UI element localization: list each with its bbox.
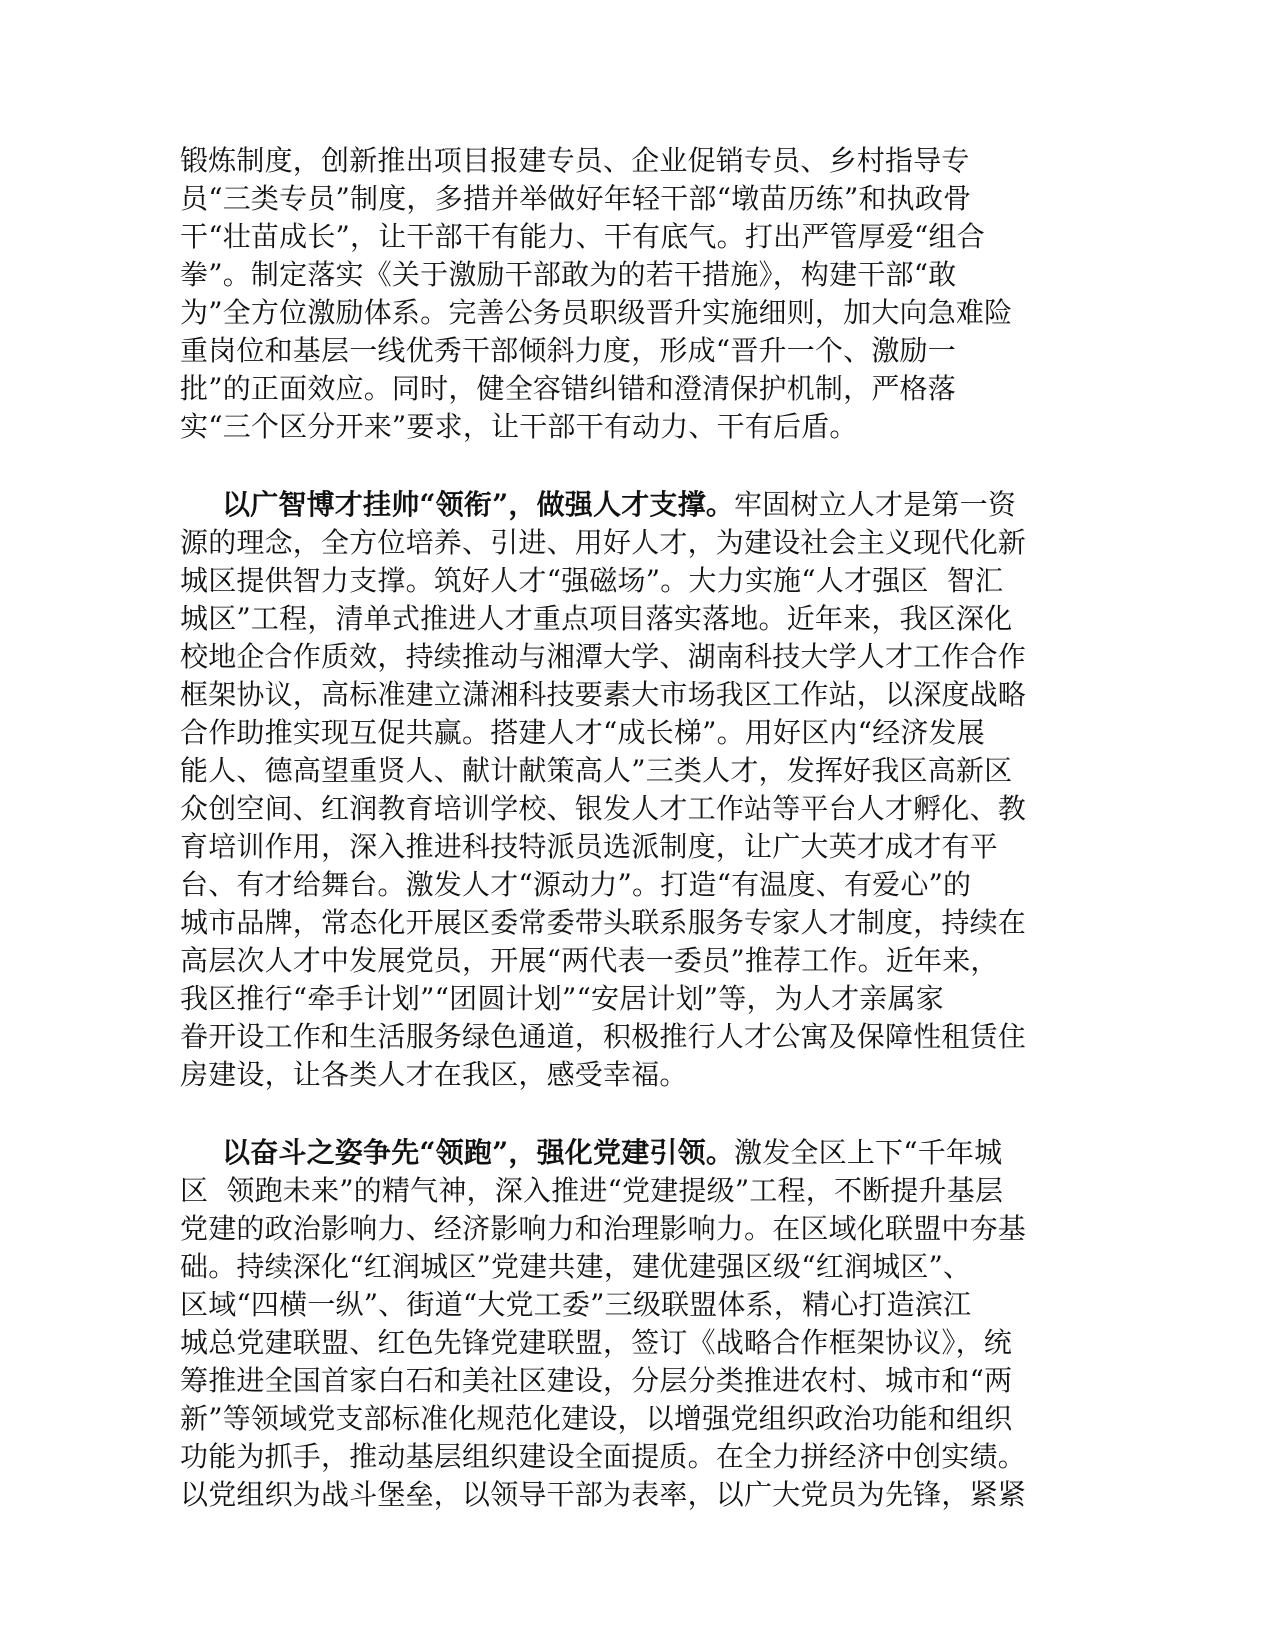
text-line: 高层次人才中发展党员，开展“两代表一委员”推荐工作。近年来， (180, 944, 999, 977)
text-line: 城总党建联盟、红色先锋党建联盟，签订《战略合作框架协议》，统 (180, 1326, 1013, 1359)
paragraph-cadre-incentives (180, 142, 1040, 446)
text-line: 批”的正面效应。同时，健全容错纠错和澄清保护机制，严格落 (180, 372, 956, 405)
text-line: 区域“四横一纵”、街道“大党工委”三级联盟体系，精心打造滨江 (180, 1288, 972, 1321)
text-line: 新”等领域党支部标准化规范化建设，以增强党组织政治功能和组织 (180, 1402, 1013, 1435)
paragraph-first-line (180, 486, 1040, 524)
text-line: 为”全方位激励体系。完善公务员职级晋升实施细则，加大向急难险 (180, 296, 1013, 329)
text-line: 众创空间、红润教育培训学校、银发人才工作站等平台人才孵化、教 (180, 792, 1027, 825)
text-line: 础。持续深化“红润城区”党建共建，建优建强区级“红润城区”、 (180, 1250, 972, 1283)
paragraph-party-building (180, 1134, 1040, 1514)
text-line: 员“三类专员”制度，多措并举做好年轻干部“墩苗历练”和执政骨 (180, 182, 972, 215)
text-line: 房建设，让各类人才在我区，感受幸福。 (180, 1058, 688, 1091)
text-line: 拳”。制定落实《关于激励干部敢为的若干措施》，构建干部“敢 (180, 258, 957, 291)
paragraph-lead-heading: 以奋斗之姿争先“领跑”，强化党建引领。 (222, 1136, 735, 1169)
text-line: 城区”工程，清单式推进人才重点项目落实落地。近年来，我区深化 (180, 602, 1013, 635)
text-line: 区 领跑未来”的精气神，深入推进“党建提级”工程，不断提升基层 (180, 1174, 1004, 1207)
paragraph-lead-heading: 以广智博才挂帅“领衔”，做强人才支撑。 (222, 488, 735, 521)
text-line: 框架协议，高标准建立潇湘科技要素大市场我区工作站，以深度战略 (180, 678, 1027, 711)
text-line: 眷开设工作和生活服务绿色通道，积极推行人才公寓及保障性租赁住 (180, 1020, 1027, 1053)
text-line: 干“壮苗成长”，让干部干有能力、干有底气。打出严管厚爱“组合 (180, 220, 985, 253)
paragraph-gap (180, 1094, 1040, 1134)
text-line: 以党组织为战斗堡垒，以领导干部为表率，以广大党员为先锋，紧紧 (180, 1478, 1027, 1511)
text-run: 激发全区上下“千年城 (734, 1136, 1003, 1169)
text-line: 台、有才给舞台。激发人才“源动力”。打造“有温度、有爱心”的 (180, 868, 972, 901)
text-line: 合作助推实现互促共赢。搭建人才“成长梯”。用好区内“经济发展 (180, 716, 985, 749)
text-line: 党建的政治影响力、经济影响力和治理影响力。在区域化联盟中夯基 (180, 1212, 1027, 1245)
text-line: 功能为抓手，推动基层组织建设全面提质。在全力拼经济中创实绩。 (180, 1440, 1027, 1473)
text-run: 牢固树立人才是第一资 (734, 488, 1017, 521)
text-line: 能人、德高望重贤人、献计献策高人”三类人才，发挥好我区高新区 (180, 754, 1013, 787)
text-line: 重岗位和基层一线优秀干部倾斜力度，形成“晋升一个、激励一 (180, 334, 956, 367)
text-line: 城市品牌，常态化开展区委常委带头联系服务专家人才制度，持续在 (180, 906, 1027, 939)
text-line: 实“三个区分开来”要求，让干部干有动力、干有后盾。 (180, 410, 858, 443)
text-line: 源的理念，全方位培养、引进、用好人才，为建设社会主义现代化新 (180, 526, 1027, 559)
paragraph-gap (180, 446, 1040, 486)
paragraph-first-line (180, 1134, 1040, 1172)
text-line: 城区提供智力支撑。筑好人才“强磁场”。大力实施“人才强区 智汇 (180, 564, 1004, 597)
text-line: 我区推行“牵手计划”“团圆计划”“安居计划”等，为人才亲属家 (180, 982, 944, 1015)
text-line: 锻炼制度，创新推出项目报建专员、企业促销专员、乡村指导专 (180, 144, 970, 177)
text-line: 校地企合作质效，持续推动与湘潭大学、湖南科技大学人才工作合作 (180, 640, 1027, 673)
text-line: 育培训作用，深入推进科技特派员选派制度，让广大英才成才有平 (180, 830, 998, 863)
text-line: 筹推进全国首家白石和美社区建设，分层分类推进农村、城市和“两 (180, 1364, 1013, 1397)
paragraph-talent-support (180, 486, 1040, 1094)
document-page (180, 142, 1040, 1514)
